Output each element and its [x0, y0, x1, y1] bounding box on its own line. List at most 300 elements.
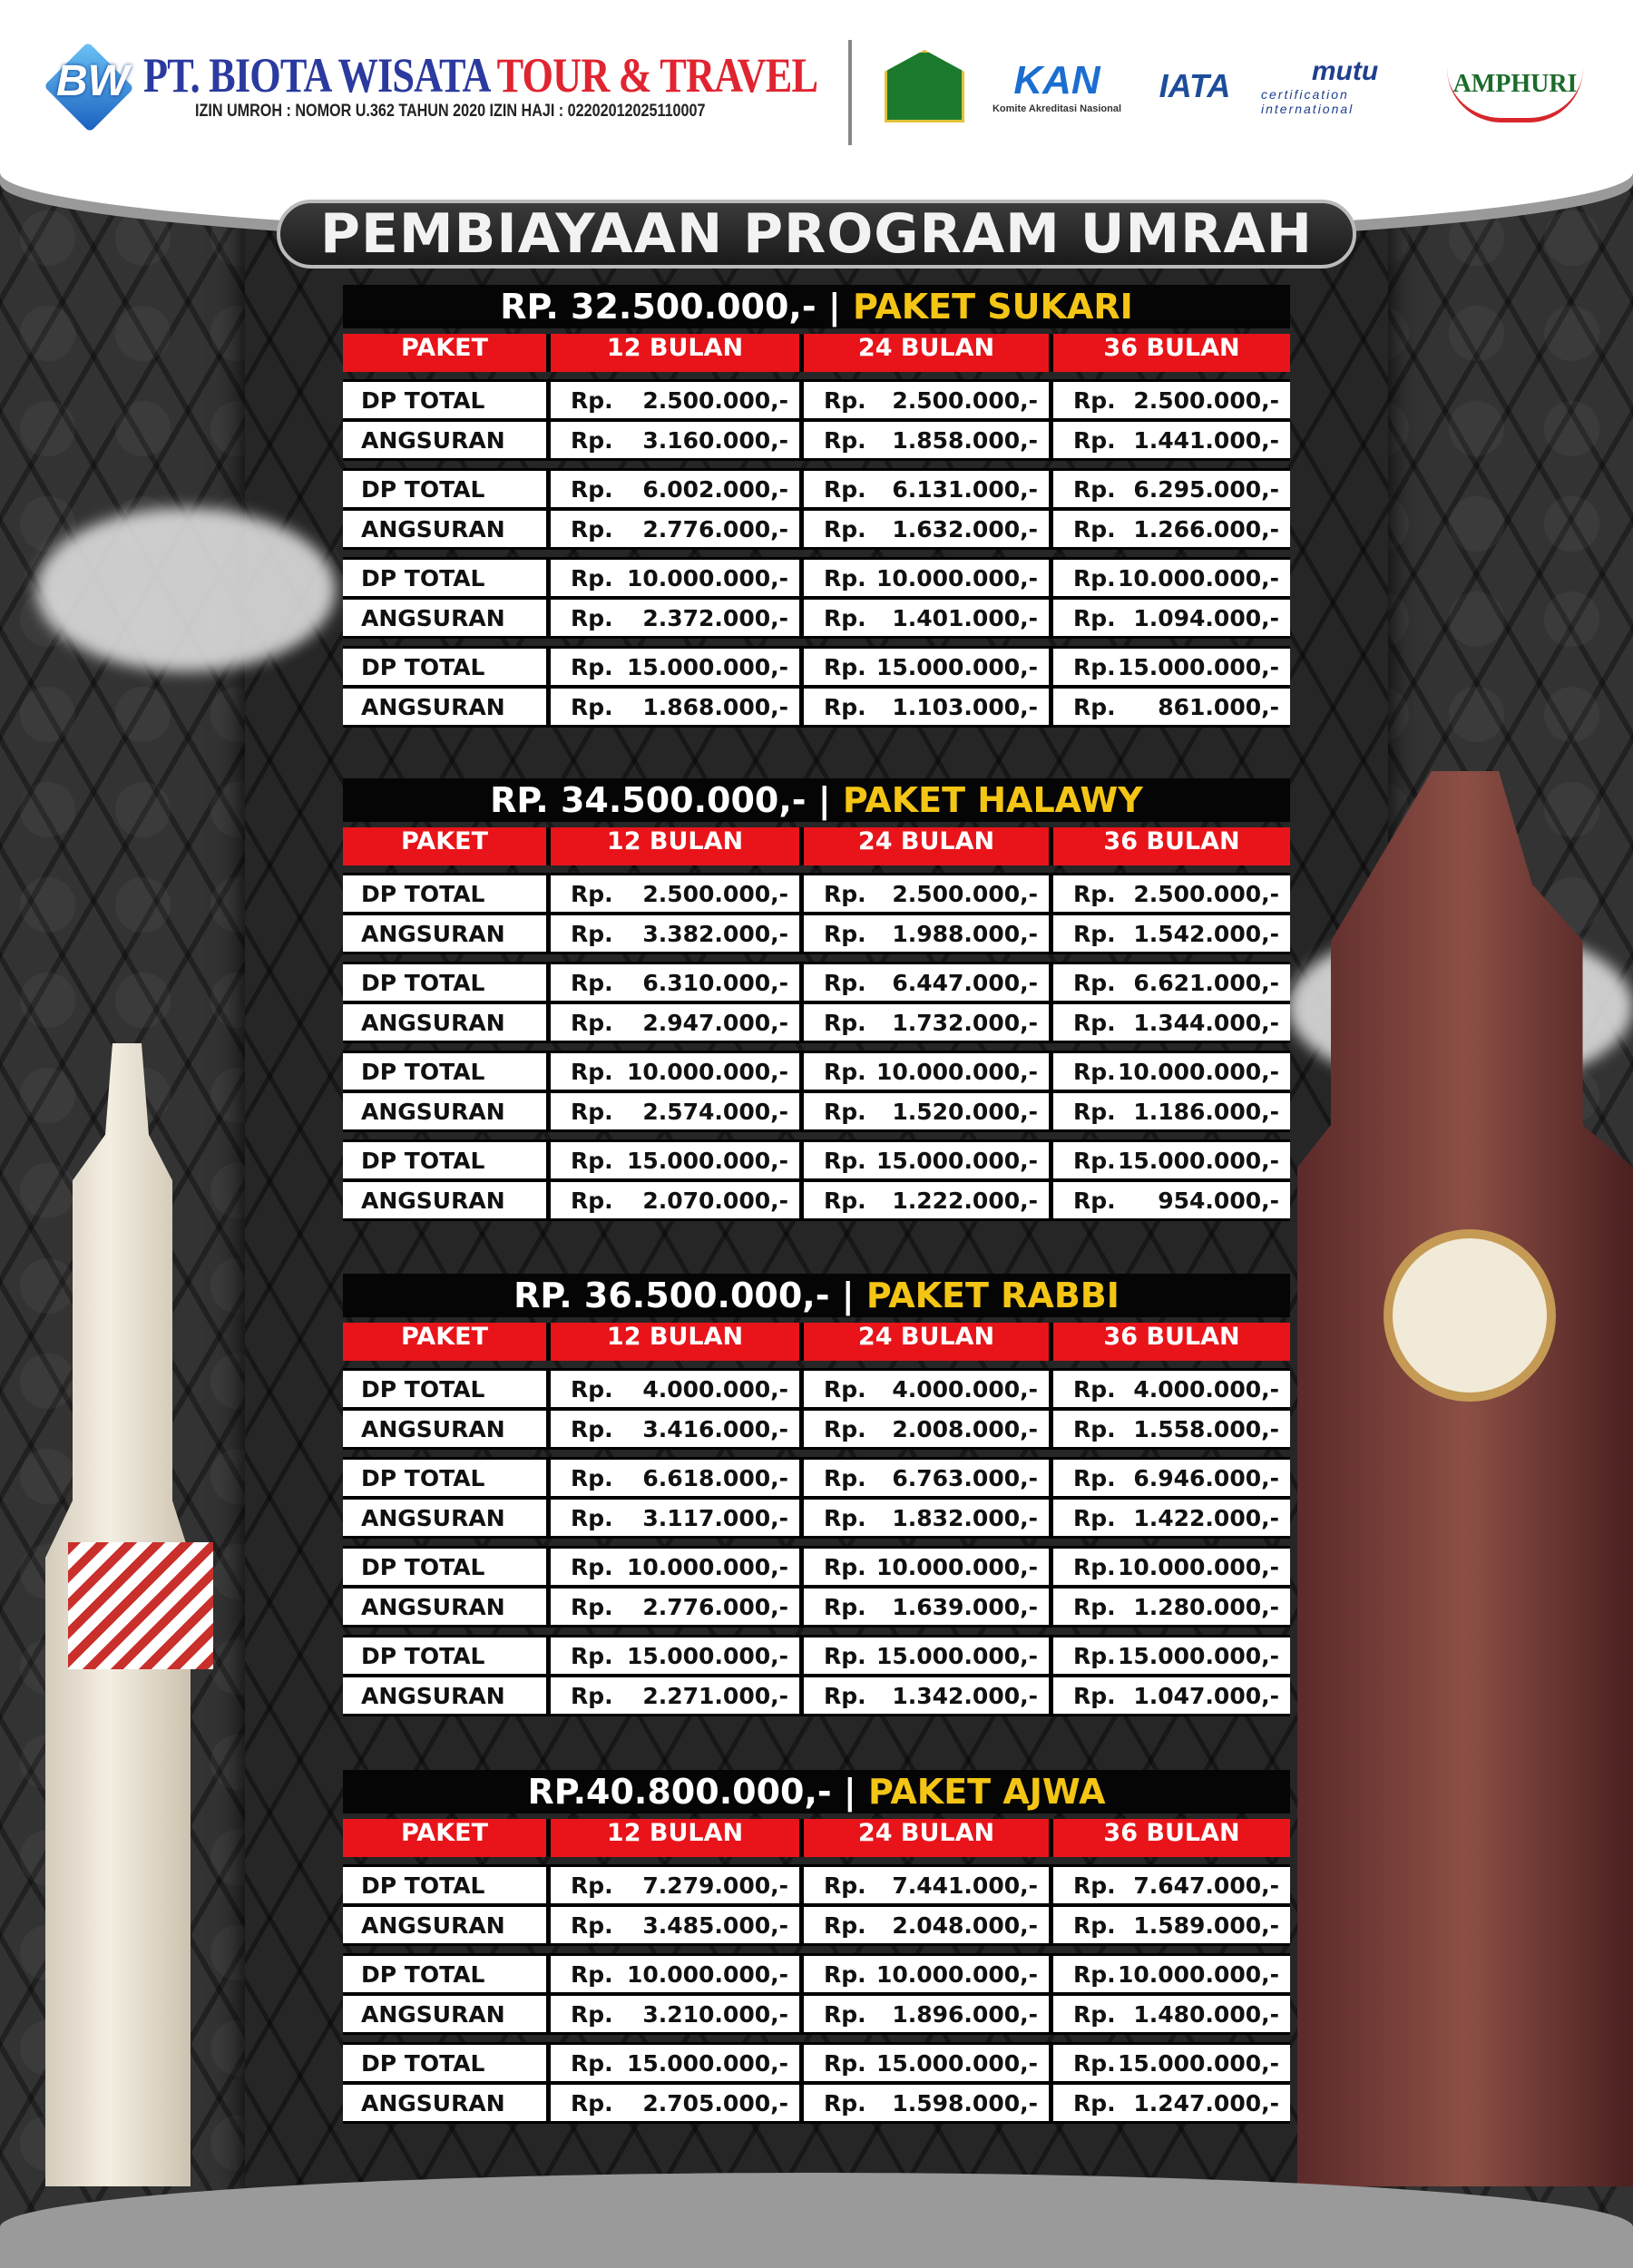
amount-cell	[1053, 964, 1290, 1001]
package-banner	[343, 285, 1290, 328]
column-header: 24 BULAN	[804, 1819, 1049, 1857]
amount-value: 1.988.000,-	[892, 920, 1038, 947]
currency-label: Rp.	[571, 693, 613, 720]
amount-value: 6.002.000,-	[642, 475, 788, 503]
currency-label: Rp.	[824, 1058, 866, 1085]
table-row	[343, 1004, 1290, 1041]
amount-cell	[804, 382, 1049, 418]
amount-value: 10.000.000,-	[1117, 1058, 1279, 1085]
amount-value: 1.342.000,-	[892, 1682, 1038, 1709]
currency-label: Rp.	[571, 1187, 613, 1214]
row-label: DP TOTAL	[343, 964, 546, 1001]
row-label: DP TOTAL	[343, 2045, 546, 2081]
amount-cell	[804, 1549, 1049, 1585]
currency-label: Rp.	[1073, 920, 1116, 947]
amount-cell	[551, 1867, 799, 1903]
column-header: 36 BULAN	[1053, 1819, 1290, 1857]
currency-label: Rp.	[824, 920, 866, 947]
iata-logo	[1145, 50, 1245, 122]
amount-cell	[1053, 1637, 1290, 1674]
column-header: 24 BULAN	[804, 1323, 1049, 1361]
amount-value: 1.632.000,-	[892, 515, 1038, 543]
currency-label: Rp.	[824, 693, 866, 720]
amount-cell	[551, 1996, 799, 2032]
table-row	[343, 1142, 1290, 1178]
amount-cell	[551, 1053, 799, 1090]
amount-cell	[1053, 1677, 1290, 1714]
amount-cell	[551, 2085, 799, 2121]
amount-cell	[551, 875, 799, 912]
amount-value: 15.000.000,-	[1117, 1147, 1279, 1174]
currency-label: Rp.	[824, 1911, 866, 1939]
company-logo-text: BW	[56, 57, 129, 105]
amount-value: 4.000.000,-	[1133, 1375, 1279, 1403]
amount-value: 1.222.000,-	[892, 1187, 1038, 1214]
row-label: ANGSURAN	[343, 1677, 546, 1714]
currency-label: Rp.	[1073, 515, 1116, 543]
amount-value: 3.210.000,-	[642, 2000, 788, 2028]
amount-cell	[804, 600, 1049, 636]
currency-label: Rp.	[1073, 386, 1116, 414]
amount-cell	[551, 1004, 799, 1041]
amount-value: 1.266.000,-	[1133, 515, 1279, 543]
amount-value: 4.000.000,-	[642, 1375, 788, 1403]
table-row	[343, 382, 1290, 418]
currency-label: Rp.	[1073, 475, 1116, 503]
payment-option-group	[343, 1635, 1290, 1716]
currency-label: Rp.	[824, 604, 866, 631]
amount-cell	[804, 1053, 1049, 1090]
amount-value: 1.422.000,-	[1133, 1504, 1279, 1531]
amount-value: 2.705.000,-	[642, 2089, 788, 2116]
company-name-b: TOUR & TRAVEL	[496, 48, 818, 103]
amount-value: 10.000.000,-	[875, 564, 1038, 591]
amount-value: 6.310.000,-	[642, 969, 788, 996]
row-label: DP TOTAL	[343, 560, 546, 596]
column-header: 12 BULAN	[551, 334, 799, 372]
amount-cell	[551, 1907, 799, 1943]
currency-label: Rp.	[1073, 693, 1116, 720]
currency-label: Rp.	[571, 969, 613, 996]
amount-value: 3.416.000,-	[642, 1415, 788, 1442]
table-row	[343, 964, 1290, 1001]
row-label: DP TOTAL	[343, 649, 546, 685]
amount-value: 7.647.000,-	[1133, 1872, 1279, 1899]
row-label: ANGSURAN	[343, 689, 546, 725]
currency-label: Rp.	[824, 1960, 866, 1988]
table-row	[343, 1053, 1290, 1090]
amount-cell	[804, 511, 1049, 547]
amount-cell	[1053, 915, 1290, 952]
amount-value: 2.776.000,-	[642, 515, 788, 543]
currency-label: Rp.	[1073, 2089, 1116, 2116]
amount-value: 2.500.000,-	[1133, 880, 1279, 907]
kan-text: KAN	[1013, 58, 1100, 103]
column-header: PAKET	[343, 1323, 546, 1361]
amount-cell	[1053, 422, 1290, 458]
amount-value: 10.000.000,-	[626, 564, 788, 591]
amount-cell	[804, 560, 1049, 596]
row-label: DP TOTAL	[343, 1371, 546, 1407]
currency-label: Rp.	[824, 1872, 866, 1899]
amount-cell	[551, 600, 799, 636]
amount-value: 2.500.000,-	[892, 386, 1038, 414]
amount-cell	[551, 1411, 799, 1447]
package-name: PAKET RABBI	[865, 1276, 1120, 1315]
package-price: RP. 36.500.000,-	[513, 1276, 830, 1315]
amount-cell	[804, 1182, 1049, 1218]
package-table	[343, 778, 1290, 1226]
table-row	[343, 1460, 1290, 1496]
currency-label: Rp.	[824, 475, 866, 503]
amount-cell	[1053, 1004, 1290, 1041]
currency-label: Rp.	[1073, 426, 1116, 454]
amount-value: 1.094.000,-	[1133, 604, 1279, 631]
currency-label: Rp.	[824, 386, 866, 414]
row-label: ANGSURAN	[343, 1996, 546, 2032]
currency-label: Rp.	[1073, 653, 1116, 680]
amount-cell	[551, 964, 799, 1001]
amount-cell	[1053, 689, 1290, 725]
amount-cell	[551, 1549, 799, 1585]
amount-value: 2.048.000,-	[892, 1911, 1038, 1939]
row-label: DP TOTAL	[343, 1637, 546, 1674]
table-header-row	[343, 1323, 1290, 1361]
amount-value: 15.000.000,-	[1117, 2049, 1279, 2077]
company-name	[143, 47, 817, 103]
amount-value: 2.372.000,-	[642, 604, 788, 631]
package-banner	[343, 778, 1290, 822]
amount-cell	[551, 1093, 799, 1129]
banner-separator: |	[806, 780, 843, 820]
currency-label: Rp.	[824, 1098, 866, 1125]
amount-cell	[1053, 1411, 1290, 1447]
table-header-row	[343, 827, 1290, 865]
amount-value: 1.639.000,-	[892, 1593, 1038, 1620]
amount-cell	[804, 875, 1049, 912]
amount-value: 2.070.000,-	[642, 1187, 788, 1214]
amount-value: 4.000.000,-	[892, 1375, 1038, 1403]
amount-cell	[804, 471, 1049, 507]
amount-value: 1.598.000,-	[892, 2089, 1038, 2116]
amount-cell	[804, 1460, 1049, 1496]
amount-cell	[804, 649, 1049, 685]
currency-label: Rp.	[571, 880, 613, 907]
currency-label: Rp.	[824, 1682, 866, 1709]
amount-cell	[551, 382, 799, 418]
amount-cell	[1053, 1182, 1290, 1218]
package-name: PAKET AJWA	[868, 1772, 1106, 1812]
amount-cell	[804, 689, 1049, 725]
row-label: ANGSURAN	[343, 600, 546, 636]
row-label: DP TOTAL	[343, 1142, 546, 1178]
amount-value: 954.000,-	[1158, 1187, 1279, 1214]
amount-cell	[804, 1637, 1049, 1674]
amount-value: 3.382.000,-	[642, 920, 788, 947]
banner-separator: |	[829, 1276, 866, 1315]
table-row	[343, 2045, 1290, 2081]
kemenag-logo-icon	[885, 50, 964, 122]
row-label: DP TOTAL	[343, 1549, 546, 1585]
currency-label: Rp.	[824, 2049, 866, 2077]
amount-cell	[551, 915, 799, 952]
table-row	[343, 1996, 1290, 2032]
amount-cell	[551, 560, 799, 596]
currency-label: Rp.	[571, 1147, 613, 1174]
mutu-sub: certification international	[1261, 87, 1354, 116]
column-header: 24 BULAN	[804, 334, 1049, 372]
package-price: RP.40.800.000,-	[527, 1772, 832, 1812]
table-row	[343, 689, 1290, 725]
mutu-text: mutu	[1311, 56, 1379, 86]
payment-option-group	[343, 1953, 1290, 2035]
amount-value: 15.000.000,-	[875, 653, 1038, 680]
amount-cell	[1053, 2045, 1290, 2081]
currency-label: Rp.	[1073, 1147, 1116, 1174]
amount-cell	[1053, 1053, 1290, 1090]
currency-label: Rp.	[1073, 1187, 1116, 1214]
row-label: ANGSURAN	[343, 1500, 546, 1536]
package-table	[343, 1770, 1290, 2128]
column-header: 36 BULAN	[1053, 1323, 1290, 1361]
iata-text: IATA	[1159, 67, 1231, 104]
column-header: 24 BULAN	[804, 827, 1049, 865]
payment-option-group	[343, 1864, 1290, 1946]
column-header: 12 BULAN	[551, 1819, 799, 1857]
clock-tower-image	[1297, 771, 1633, 2186]
currency-label: Rp.	[1073, 1375, 1116, 1403]
currency-label: Rp.	[824, 426, 866, 454]
table-row	[343, 511, 1290, 547]
amount-value: 7.441.000,-	[892, 1872, 1038, 1899]
table-row	[343, 1182, 1290, 1218]
amount-cell	[1053, 471, 1290, 507]
currency-label: Rp.	[1073, 880, 1116, 907]
row-label: ANGSURAN	[343, 1093, 546, 1129]
table-row	[343, 422, 1290, 458]
amount-value: 6.131.000,-	[892, 475, 1038, 503]
amount-value: 2.574.000,-	[642, 1098, 788, 1125]
amount-cell	[804, 1867, 1049, 1903]
amount-value: 15.000.000,-	[875, 1147, 1038, 1174]
currency-label: Rp.	[824, 1464, 866, 1491]
amount-cell	[1053, 1907, 1290, 1943]
currency-label: Rp.	[571, 1593, 613, 1620]
amount-value: 1.441.000,-	[1133, 426, 1279, 454]
currency-label: Rp.	[571, 386, 613, 414]
amount-cell	[1053, 560, 1290, 596]
currency-label: Rp.	[824, 564, 866, 591]
package-table	[343, 1274, 1290, 1721]
amount-cell	[1053, 1093, 1290, 1129]
payment-option-group	[343, 557, 1290, 639]
amount-value: 2.271.000,-	[642, 1682, 788, 1709]
amount-value: 1.868.000,-	[642, 693, 788, 720]
currency-label: Rp.	[824, 653, 866, 680]
amount-cell	[804, 1956, 1049, 1992]
table-row	[343, 1867, 1290, 1903]
column-header: PAKET	[343, 334, 546, 372]
currency-label: Rp.	[1073, 2000, 1116, 2028]
amount-value: 1.186.000,-	[1133, 1098, 1279, 1125]
row-label: DP TOTAL	[343, 875, 546, 912]
amount-value: 10.000.000,-	[626, 1058, 788, 1085]
currency-label: Rp.	[1073, 1872, 1116, 1899]
amount-cell	[1053, 511, 1290, 547]
row-label: ANGSURAN	[343, 2085, 546, 2121]
currency-label: Rp.	[571, 564, 613, 591]
currency-label: Rp.	[571, 920, 613, 947]
payment-option-group	[343, 962, 1290, 1043]
package-price: RP. 32.500.000,-	[500, 287, 816, 327]
amount-cell	[1053, 1500, 1290, 1536]
currency-label: Rp.	[824, 1553, 866, 1580]
payment-option-group	[343, 1368, 1290, 1450]
amount-cell	[1053, 1549, 1290, 1585]
kan-logo	[984, 50, 1129, 122]
amount-cell	[1053, 600, 1290, 636]
amount-value: 15.000.000,-	[875, 2049, 1038, 2077]
amount-cell	[1053, 2085, 1290, 2121]
amount-value: 10.000.000,-	[1117, 564, 1279, 591]
currency-label: Rp.	[1073, 1553, 1116, 1580]
company-name-a: PT. BIOTA WISATA	[143, 48, 497, 103]
amount-cell	[1053, 1589, 1290, 1625]
amount-cell	[1053, 649, 1290, 685]
currency-label: Rp.	[1073, 1009, 1116, 1036]
currency-label: Rp.	[571, 1098, 613, 1125]
banner-separator: |	[816, 287, 853, 327]
amount-cell	[1053, 1996, 1290, 2032]
amount-cell	[551, 1142, 799, 1178]
payment-option-group	[343, 379, 1290, 461]
amount-value: 2.500.000,-	[642, 880, 788, 907]
row-label: ANGSURAN	[343, 1182, 546, 1218]
currency-label: Rp.	[1073, 564, 1116, 591]
currency-label: Rp.	[1073, 1464, 1116, 1491]
amount-value: 6.447.000,-	[892, 969, 1038, 996]
amount-cell	[551, 649, 799, 685]
amount-value: 1.280.000,-	[1133, 1593, 1279, 1620]
currency-label: Rp.	[1073, 1058, 1116, 1085]
table-header-row	[343, 1819, 1290, 1857]
currency-label: Rp.	[824, 1642, 866, 1669]
amount-value: 1.103.000,-	[892, 693, 1038, 720]
table-row	[343, 560, 1290, 596]
amount-value: 2.500.000,-	[1133, 386, 1279, 414]
amount-cell	[804, 1371, 1049, 1407]
currency-label: Rp.	[571, 653, 613, 680]
currency-label: Rp.	[571, 1960, 613, 1988]
payment-option-group	[343, 1051, 1290, 1132]
currency-label: Rp.	[571, 475, 613, 503]
payment-option-group	[343, 1457, 1290, 1539]
currency-label: Rp.	[824, 969, 866, 996]
row-label: DP TOTAL	[343, 1053, 546, 1090]
currency-label: Rp.	[571, 1642, 613, 1669]
table-row	[343, 1371, 1290, 1407]
amount-cell	[1053, 875, 1290, 912]
minaret-zigzag	[68, 1542, 213, 1669]
amount-cell	[551, 511, 799, 547]
payment-option-group	[343, 1546, 1290, 1628]
column-header: 36 BULAN	[1053, 334, 1290, 372]
amount-value: 15.000.000,-	[1117, 653, 1279, 680]
table-row	[343, 1589, 1290, 1625]
table-row	[343, 1907, 1290, 1943]
amount-cell	[551, 422, 799, 458]
currency-label: Rp.	[571, 1009, 613, 1036]
row-label: ANGSURAN	[343, 1907, 546, 1943]
amount-cell	[1053, 382, 1290, 418]
amount-value: 7.279.000,-	[642, 1872, 788, 1899]
amount-cell	[804, 1907, 1049, 1943]
currency-label: Rp.	[571, 1415, 613, 1442]
amount-value: 1.542.000,-	[1133, 920, 1279, 947]
currency-label: Rp.	[571, 2089, 613, 2116]
amount-cell	[551, 2045, 799, 2081]
amount-cell	[551, 1677, 799, 1714]
amount-cell	[551, 1637, 799, 1674]
amount-cell	[804, 422, 1049, 458]
amount-cell	[551, 1371, 799, 1407]
package-banner	[343, 1274, 1290, 1317]
currency-label: Rp.	[571, 2000, 613, 2028]
payment-option-group	[343, 2042, 1290, 2124]
amount-value: 1.520.000,-	[892, 1098, 1038, 1125]
table-row	[343, 875, 1290, 912]
row-label: DP TOTAL	[343, 1956, 546, 1992]
amount-value: 6.295.000,-	[1133, 475, 1279, 503]
table-row	[343, 471, 1290, 507]
table-row	[343, 1637, 1290, 1674]
amount-value: 15.000.000,-	[626, 1642, 788, 1669]
currency-label: Rp.	[824, 2089, 866, 2116]
header-divider	[848, 40, 852, 145]
amount-cell	[551, 689, 799, 725]
currency-label: Rp.	[571, 1504, 613, 1531]
amount-value: 10.000.000,-	[1117, 1553, 1279, 1580]
currency-label: Rp.	[571, 604, 613, 631]
table-row	[343, 600, 1290, 636]
amount-value: 1.896.000,-	[892, 2000, 1038, 2028]
package-table	[343, 285, 1290, 732]
amount-value: 1.558.000,-	[1133, 1415, 1279, 1442]
table-row	[343, 915, 1290, 952]
amount-cell	[804, 1677, 1049, 1714]
currency-label: Rp.	[1073, 1415, 1116, 1442]
amount-cell	[804, 915, 1049, 952]
amount-value: 2.776.000,-	[642, 1593, 788, 1620]
table-row	[343, 1677, 1290, 1714]
table-row	[343, 1500, 1290, 1536]
currency-label: Rp.	[824, 1593, 866, 1620]
currency-label: Rp.	[824, 1009, 866, 1036]
currency-label: Rp.	[571, 515, 613, 543]
row-label: ANGSURAN	[343, 1589, 546, 1625]
currency-label: Rp.	[1073, 969, 1116, 996]
amount-cell	[804, 1004, 1049, 1041]
currency-label: Rp.	[1073, 1642, 1116, 1669]
column-header: 36 BULAN	[1053, 827, 1290, 865]
currency-label: Rp.	[571, 1682, 613, 1709]
amount-value: 6.618.000,-	[642, 1464, 788, 1491]
amount-cell	[804, 964, 1049, 1001]
row-label: ANGSURAN	[343, 915, 546, 952]
amount-cell	[551, 1460, 799, 1496]
amount-value: 6.763.000,-	[892, 1464, 1038, 1491]
amount-value: 1.344.000,-	[1133, 1009, 1279, 1036]
